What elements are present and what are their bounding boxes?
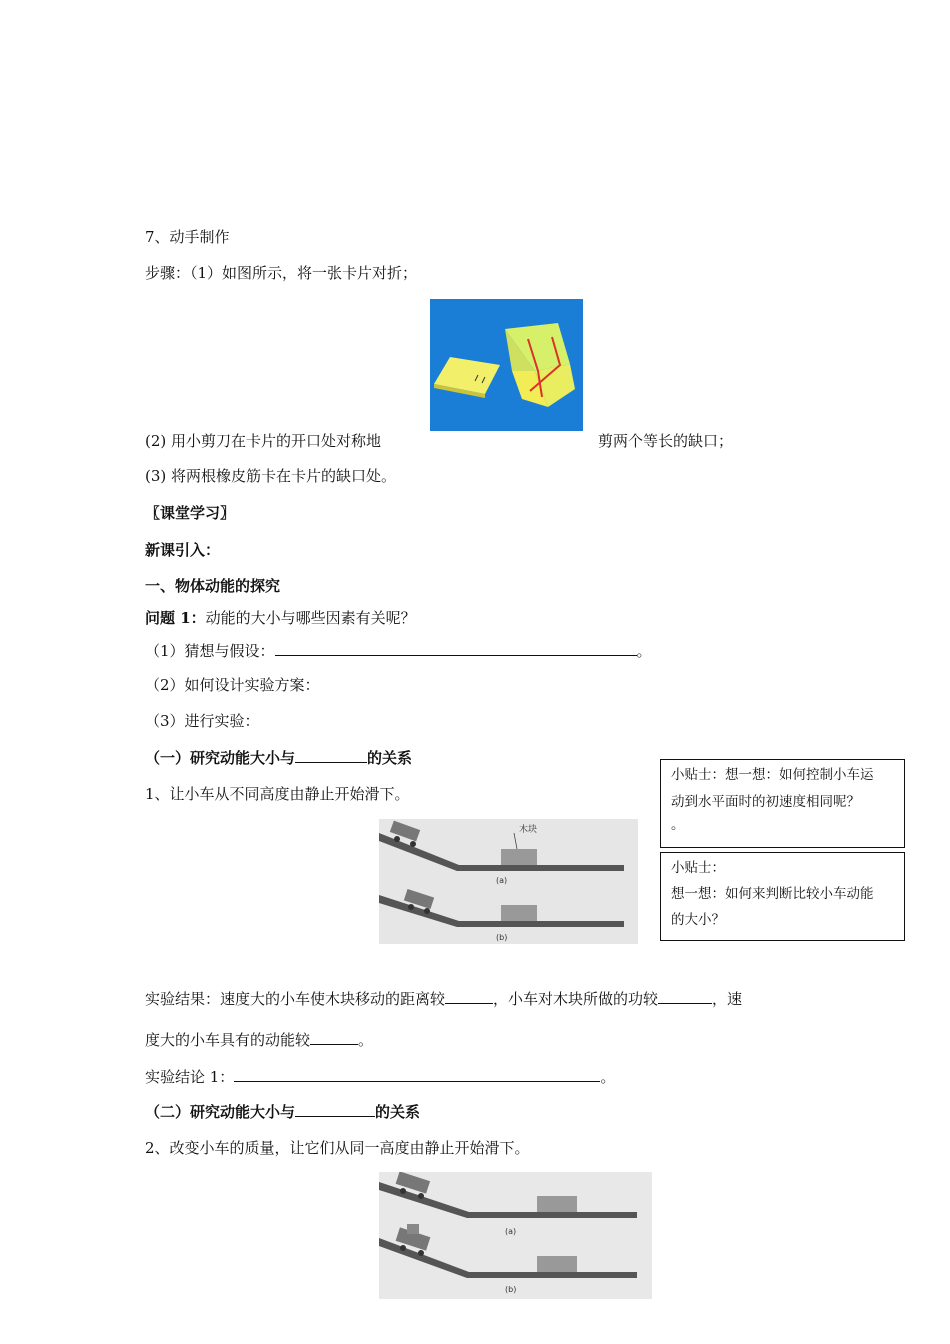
tip-1-line-3: 。 xyxy=(671,817,685,833)
result-text-e: 。 xyxy=(358,1031,374,1049)
ramp-figure-2 xyxy=(379,1172,652,1299)
exp2-heading-b: 的关系 xyxy=(375,1103,421,1121)
experiment-line: （3）进行实验： xyxy=(145,712,260,730)
step-2-continued: 剪两个等长的缺口； xyxy=(598,432,734,450)
fig1-label-b: (b) xyxy=(496,933,508,942)
tip-box-2 xyxy=(660,852,905,941)
question-1-label: 问题 1： xyxy=(145,609,206,627)
question-1 xyxy=(145,607,416,629)
energy-blank[interactable] xyxy=(310,1028,358,1045)
intro-label: 新课引入： xyxy=(145,541,221,559)
result-text-c: ，速 xyxy=(712,990,743,1008)
result-text-b: ，小车对木块所做的功较 xyxy=(493,990,659,1008)
conclusion-blank[interactable] xyxy=(234,1065,600,1082)
fig1-label-a: (a) xyxy=(496,876,508,885)
question-1-text: 动能的大小与哪些因素有关呢？ xyxy=(205,609,416,627)
section-title: 7、动手制作 xyxy=(145,228,230,246)
conclusion-1 xyxy=(145,1065,615,1088)
tip-box-1 xyxy=(660,759,905,848)
exp1-heading-blank[interactable] xyxy=(295,746,367,763)
fig2-label-b: (b) xyxy=(505,1285,517,1294)
part-1-heading: 一、物体动能的探究 xyxy=(145,577,281,595)
step-2-text-a: (2) 用小剪刀在卡片的开口处对称地 xyxy=(145,432,382,450)
exp1-heading xyxy=(145,746,412,769)
tip-1-line-1: 小贴士：想一想：如何控制小车运 xyxy=(671,767,874,783)
exp2-heading-blank[interactable] xyxy=(295,1100,375,1117)
result-line-2 xyxy=(145,1028,373,1051)
fig2-label-a: (a) xyxy=(505,1227,517,1236)
work-blank[interactable] xyxy=(658,987,712,1004)
tip-1-line-2: 动到水平面时的初速度相同呢？ xyxy=(671,794,860,810)
result-text-d: 度大的小车具有的动能较 xyxy=(145,1031,311,1049)
hypothesis-end: 。 xyxy=(636,642,652,660)
step-3: (3) 将两根橡皮筋卡在卡片的缺口处。 xyxy=(145,467,397,485)
exp1-heading-b: 的关系 xyxy=(367,749,413,767)
block-label: 木块 xyxy=(519,825,538,835)
conclusion-end: 。 xyxy=(600,1068,616,1086)
step-2 xyxy=(145,430,381,452)
exp2-step: 2、改变小车的质量，让它们从同一高度由静止开始滑下。 xyxy=(145,1139,530,1157)
hypothesis-label: （1）猜想与假设： xyxy=(145,642,275,660)
conclusion-label: 实验结论 1： xyxy=(145,1068,235,1086)
design-line: （2）如何设计实验方案： xyxy=(145,676,320,694)
result-line-1 xyxy=(145,987,742,1010)
classroom-header: 〖课堂学习〗 xyxy=(145,504,236,522)
result-text-a: 实验结果：速度大的小车使木块移动的距离较 xyxy=(145,990,446,1008)
hypothesis-blank[interactable] xyxy=(275,639,637,656)
step-1: 步骤：（1）如图所示，将一张卡片对折； xyxy=(145,264,418,282)
tip-2-line-2: 想一想：如何来判断比较小车动能 xyxy=(671,886,874,902)
tip-2-line-1: 小贴士： xyxy=(671,860,725,876)
hypothesis-line xyxy=(145,639,652,662)
exp2-heading xyxy=(145,1100,420,1123)
exp1-step: 1、让小车从不同高度由静止开始滑下。 xyxy=(145,785,410,803)
ramp-figure-1 xyxy=(379,819,638,944)
folded-card-figure xyxy=(430,299,583,431)
exp2-heading-a: （二）研究动能大小与 xyxy=(145,1103,296,1121)
exp1-heading-a: （一）研究动能大小与 xyxy=(145,749,296,767)
distance-blank[interactable] xyxy=(445,987,493,1004)
tip-2-line-3: 的大小？ xyxy=(671,912,725,928)
